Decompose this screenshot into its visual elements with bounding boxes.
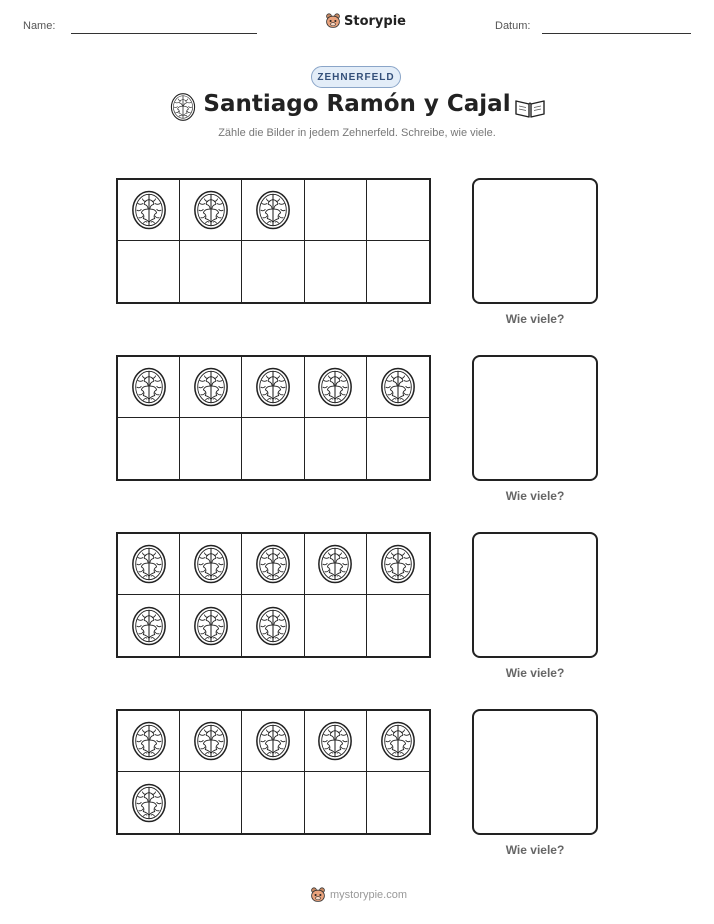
ten-frame-cell <box>367 595 429 656</box>
answer-label: Wie viele? <box>505 843 565 857</box>
ten-frame-cell <box>118 772 180 833</box>
ten-frame-cell <box>305 711 367 772</box>
ten-frame-cell <box>242 772 304 833</box>
ten-frame-cell <box>305 418 367 479</box>
ten-frame-cell <box>367 711 429 772</box>
answer-label: Wie viele? <box>505 312 565 326</box>
ten-frame-cell <box>180 772 242 833</box>
ten-frame-cell <box>305 534 367 595</box>
date-line[interactable] <box>542 33 691 34</box>
brain-icon <box>192 543 230 585</box>
answer-box[interactable] <box>472 178 598 304</box>
brain-icon <box>254 720 292 762</box>
ten-frame-cell <box>367 180 429 241</box>
brain-icon <box>130 189 168 231</box>
ten-frame-cell <box>180 241 242 302</box>
ten-frame-cell <box>305 180 367 241</box>
ten-frame-cell <box>305 357 367 418</box>
ten-frame-cell <box>242 711 304 772</box>
ten-frame-cell <box>305 595 367 656</box>
ten-frame-cell <box>180 595 242 656</box>
ten-frame <box>116 178 431 304</box>
footer <box>310 887 407 903</box>
answer-box[interactable] <box>472 532 598 658</box>
ten-frame-cell <box>367 772 429 833</box>
brain-icon <box>379 720 417 762</box>
ten-frame-cell <box>367 418 429 479</box>
answer-box[interactable] <box>472 355 598 481</box>
brain-icon <box>254 543 292 585</box>
brain-icon <box>379 543 417 585</box>
ten-frame-cell <box>180 418 242 479</box>
brain-icon <box>192 189 230 231</box>
ten-frame-cell <box>367 241 429 302</box>
ten-frame-cell <box>118 534 180 595</box>
ten-frame-cell <box>242 418 304 479</box>
brain-icon <box>254 189 292 231</box>
ten-frame-cell <box>118 180 180 241</box>
brain-icon <box>316 720 354 762</box>
ten-frame-cell <box>118 241 180 302</box>
brain-icon <box>130 366 168 408</box>
ten-frame-cell <box>242 595 304 656</box>
ten-frame-cell <box>118 711 180 772</box>
brain-icon <box>192 605 230 647</box>
brain-icon <box>316 543 354 585</box>
name-label: Name: <box>23 20 56 32</box>
ten-frame-cell <box>118 595 180 656</box>
name-line[interactable] <box>71 33 257 34</box>
brain-icon <box>130 782 168 824</box>
brain-icon <box>192 366 230 408</box>
ten-frame-cell <box>118 357 180 418</box>
brain-icon <box>254 366 292 408</box>
ten-frame <box>116 355 431 481</box>
brand-name: Storypie <box>344 13 406 29</box>
ten-frame-cell <box>180 711 242 772</box>
answer-label: Wie viele? <box>505 666 565 680</box>
answer-label: Wie viele? <box>505 489 565 503</box>
ten-frame-cell <box>180 357 242 418</box>
ten-frame-cell <box>242 357 304 418</box>
worksheet-type-badge: ZEHNERFELD <box>311 66 401 88</box>
brain-icon <box>316 366 354 408</box>
answer-box[interactable] <box>472 709 598 835</box>
storypie-mascot-icon <box>310 887 326 903</box>
date-label: Datum: <box>495 20 531 32</box>
ten-frame-cell <box>305 772 367 833</box>
ten-frame <box>116 532 431 658</box>
brain-icon <box>130 543 168 585</box>
brand <box>325 13 406 29</box>
ten-frame-cell <box>242 534 304 595</box>
instructions: Zähle die Bilder in jedem Zehnerfeld. Schreibe, wie viele. <box>218 127 496 139</box>
ten-frame-cell <box>305 241 367 302</box>
page-title: Santiago Ramón y Cajal <box>203 91 511 117</box>
brain-icon <box>254 605 292 647</box>
footer-url: mystorypie.com <box>330 889 408 901</box>
brain-icon <box>192 720 230 762</box>
brain-icon <box>130 605 168 647</box>
open-book-icon <box>514 95 546 119</box>
ten-frame-cell <box>180 180 242 241</box>
brain-icon <box>130 720 168 762</box>
ten-frame-cell <box>367 357 429 418</box>
ten-frame-cell <box>367 534 429 595</box>
storypie-mascot-icon <box>325 13 341 29</box>
ten-frame-cell <box>242 180 304 241</box>
ten-frame-cell <box>180 534 242 595</box>
ten-frame <box>116 709 431 835</box>
ten-frame-cell <box>118 418 180 479</box>
ten-frame-cell <box>242 241 304 302</box>
brain-icon <box>379 366 417 408</box>
